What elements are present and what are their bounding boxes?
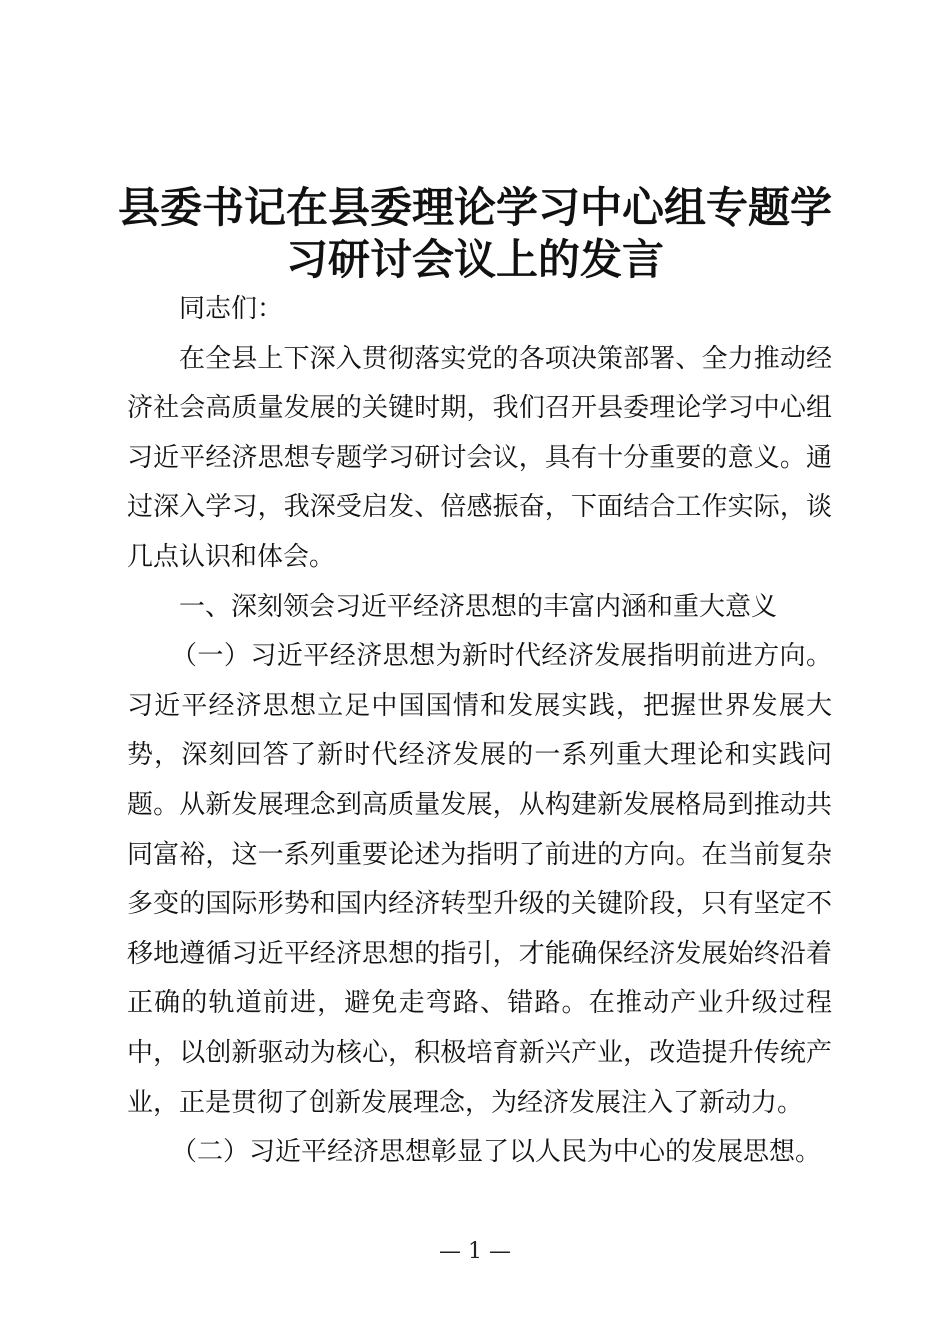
subsection-heading-2: （二）习近平经济思想彰显了以人民为中心的发展思想。 — [171, 1137, 822, 1168]
title-line-2: 习研讨会议上的发言 — [285, 235, 664, 284]
document-title — [100, 182, 850, 286]
page-number: — 1 — — [439, 1239, 511, 1264]
title-line-1: 县委书记在县委理论学习中心组专题学 — [117, 183, 832, 232]
salutation: 同志们： — [179, 294, 284, 324]
section-heading: 一、深刻领会习近平经济思想的丰富内涵和重大意义 — [179, 591, 778, 622]
intro-paragraph: 在全县上下深入贯彻落实党的各项决策部署、全力推动经济社会高质量发展的关键时期，我们召开县委理论学习中心组习近平经济思想专题学习研讨会议，具有十分重要的意义。通过深入学习，我深受启发、倍感振奋，下面结合工作实际，谈几点认识和体会。 — [127, 343, 832, 572]
document-body — [127, 285, 832, 1178]
subsection-paragraph-1: （一）习近平经济思想为新时代经济发展指明前进方向。习近平经济思想立足中国国情和发展实践，把握世界发展大势，深刻回答了新时代经济发展的一系列重大理论和实践问题。从新发展理念到高质量发展，从构建新发展格局到推动共同富裕，这一系列重要论述为指明了前进的方向。在当前复杂多变的国际形势和国内经济转型升级的关键阶段，只有坚定不移地遵循习近平经济思想的指引，才能确保经济发展始终沿着正确的轨道前进，避免走弯路、错路。在推动产业升级过程中，以创新驱动为核心，积极培育新兴产业，改造提升传统产业，正是贯彻了创新发展理念，为经济发展注入了新动力。 — [127, 641, 832, 1118]
